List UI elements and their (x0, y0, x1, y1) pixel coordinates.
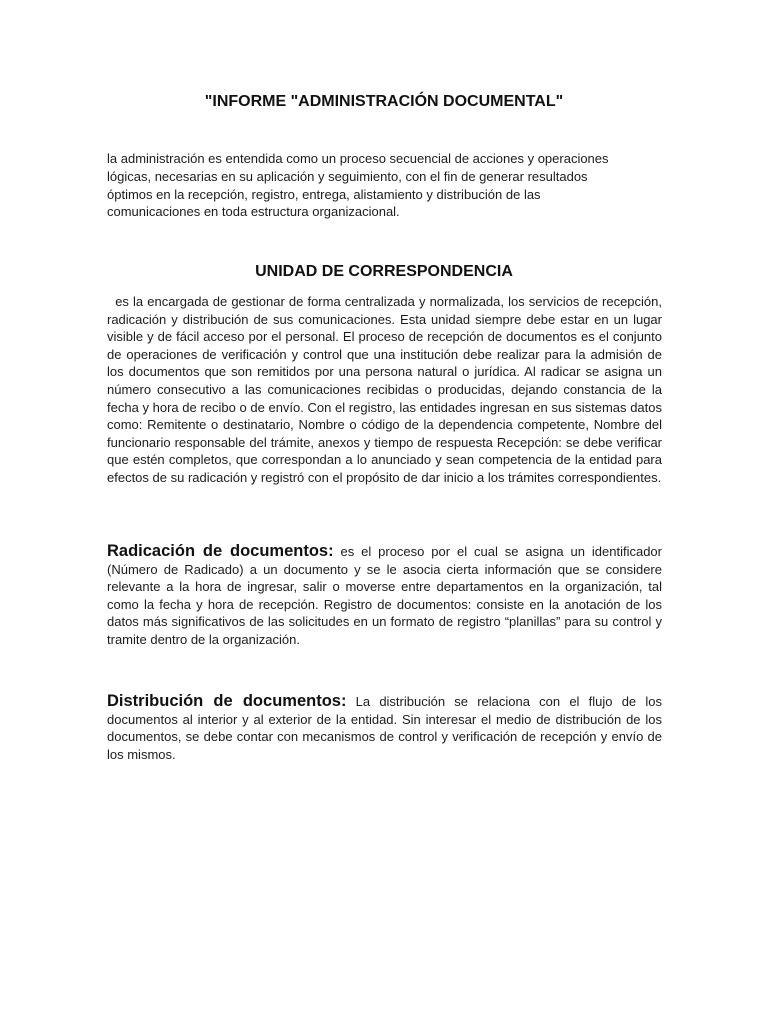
radicacion-paragraph (107, 543, 662, 649)
document-title: "INFORME "ADMINISTRACIÓN DOCUMENTAL" (204, 93, 564, 110)
distribucion-body: La distribución se relaciona con el flujo de los documentos al interior y al exterior de la entidad. Sin interesar el medio de distribución de los documentos, se debe contar con mecanismos de control y verificación de recepción y envío de los mismos. (107, 694, 662, 762)
intro-paragraph: la administración es entendida como un proceso secuencial de acciones y operaciones lógicas, necesarias en su aplicación y seguimiento, con el fin de generar resultados óptimos en la recepción, registro, entrega, alistamiento y distribución de las comunicaciones en toda estructura organizacional. (107, 151, 609, 220)
radicacion-heading: Radicación de documentos: (107, 542, 334, 560)
radicacion-body: es el proceso por el cual se asigna un identificador (Número de Radicado) a un documento y se le asocia cierta información que se considere relevante a la hora de ingresar, salir o moverse entre departamentos en la organización, tal como la fecha y hora de recepción. Registro de documentos: consiste en la anotación de los datos más significativos de las solicitudes en un formato de registro “planillas” para su control y tramite dentro de la organización. (107, 544, 662, 647)
unidad-body: es la encargada de gestionar de forma centralizada y normalizada, los servicios de recepción, radicación y distribución de sus comunicaciones. Esta unidad siempre debe estar en un lugar visible y de fácil acceso por el personal. El proceso de recepción de documentos es el conjunto de operaciones de verificación y control que una institución debe realizar para la admisión de los documentos que son remitidos por una persona natural o jurídica. Al radicar se asigna un número consecutivo a las comunicaciones recibidas o producidas, dejando constancia de la fecha y hora de recibo o de envío. Con el registro, las entidades ingresan en sus sistemas datos como: Remitente o destinatario, Nombre o código de la dependencia competente, Nombre del funcionario responsable del trámite, anexos y tiempo de respuesta Recepción: se debe verificar que estén completos, que correspondan a lo anunciado y sean competencia de la entidad para efectos de su radicación y registró con el propósito de dar inicio a los trámites correspondientes. (107, 294, 663, 485)
distribucion-paragraph (107, 693, 662, 763)
unidad-heading: UNIDAD DE CORRESPONDENCIA (255, 263, 513, 280)
unidad-paragraph (107, 293, 662, 487)
distribucion-heading: Distribución de documentos: (107, 692, 347, 710)
